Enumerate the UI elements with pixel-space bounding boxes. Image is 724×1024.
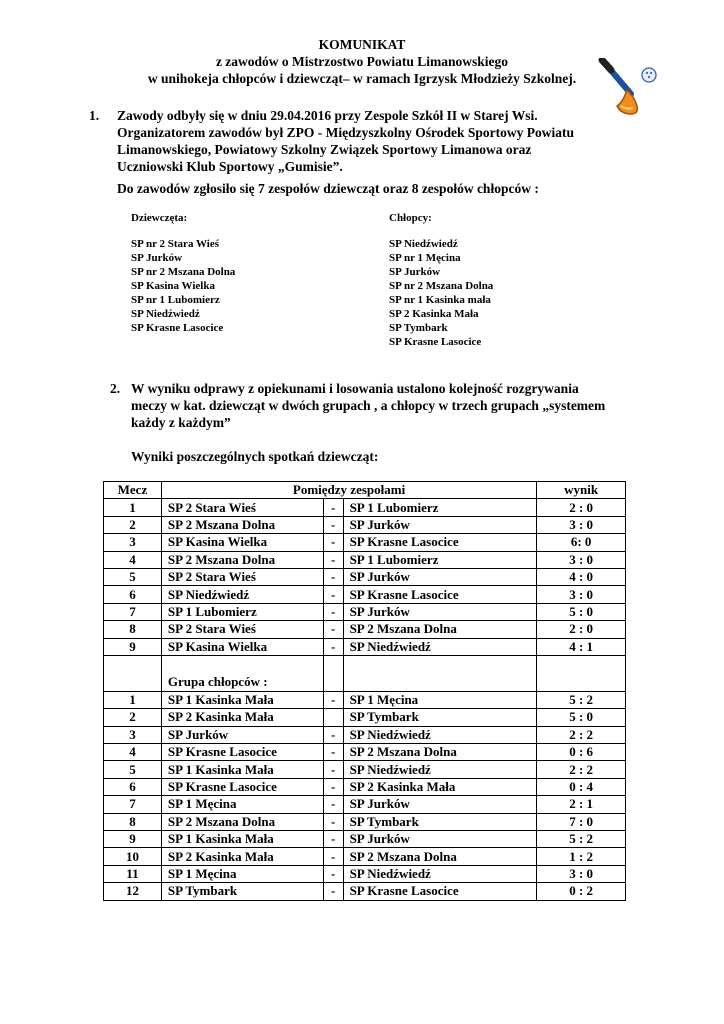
table-cell: SP Niedźwiedź	[161, 586, 323, 603]
table-cell: 3	[104, 534, 162, 551]
table-cell: -	[323, 778, 343, 795]
table-cell: 7	[104, 603, 162, 620]
table-cell: 8	[104, 813, 162, 830]
table-row	[104, 813, 626, 830]
table-cell: -	[323, 551, 343, 568]
table-cell: 8	[104, 621, 162, 638]
table-cell: 1	[104, 499, 162, 516]
table-cell: SP 2 Stara Wieś	[161, 568, 323, 585]
table-row	[104, 796, 626, 813]
table-cell	[104, 655, 162, 691]
table-header-row	[104, 482, 626, 499]
table-cell: SP 1 Męcina	[161, 796, 323, 813]
table-cell: SP Niedźwiedź	[343, 726, 537, 743]
table-cell: -	[323, 499, 343, 516]
column-header-match: Mecz	[104, 482, 162, 499]
paragraph-line: Zawody odbyły się w dniu 29.04.2016 przy Zespole Szkół II w Starej Wsi.	[117, 108, 538, 123]
table-cell: -	[323, 796, 343, 813]
table-cell: SP Niedźwiedź	[343, 865, 537, 882]
table-cell: -	[323, 691, 343, 708]
table-row	[104, 744, 626, 761]
section1-paragraph	[117, 107, 574, 175]
table-cell: -	[323, 831, 343, 848]
list-item: SP Niedźwiedź	[131, 308, 200, 320]
table-cell: 4 : 1	[537, 638, 626, 655]
girls-team-list	[131, 237, 235, 335]
table-cell: 3 : 0	[537, 586, 626, 603]
table-row	[104, 551, 626, 568]
list-item: SP 2 Kasinka Mała	[389, 308, 479, 320]
table-cell: -	[323, 621, 343, 638]
table-cell: SP 2 Stara Wieś	[161, 499, 323, 516]
table-cell: SP Krasne Lasocice	[161, 744, 323, 761]
table-cell: SP 1 Kasinka Mała	[161, 691, 323, 708]
list-item: SP nr 2 Mszana Dolna	[389, 280, 494, 292]
list-item: SP Jurków	[131, 252, 183, 264]
table-cell: 1 : 2	[537, 848, 626, 865]
section1-number: 1.	[89, 108, 100, 123]
table-cell: SP 1 Lubomierz	[343, 551, 537, 568]
section2-number: 2.	[110, 381, 121, 396]
table-cell: SP Kasina Wielka	[161, 638, 323, 655]
table-cell: 4	[104, 744, 162, 761]
table-cell: Grupa chłopców :	[161, 655, 323, 691]
table-cell: SP 1 Lubomierz	[343, 499, 537, 516]
table-cell: 4	[104, 551, 162, 568]
table-cell: 3 : 0	[537, 551, 626, 568]
table-cell: SP Jurków	[161, 726, 323, 743]
table-cell: 2	[104, 516, 162, 533]
table-cell: SP 2 Kasinka Mała	[161, 848, 323, 865]
table-cell: -	[323, 586, 343, 603]
table-row	[104, 586, 626, 603]
table-cell: -	[323, 568, 343, 585]
table-cell: SP 1 Kasinka Mała	[161, 761, 323, 778]
table-row	[104, 534, 626, 551]
table-row	[104, 603, 626, 620]
table-cell: -	[323, 534, 343, 551]
table-cell: 5 : 0	[537, 709, 626, 726]
paragraph-line: każdy z każdym”	[131, 415, 231, 430]
table-cell: SP 2 Mszana Dolna	[161, 551, 323, 568]
table-cell: 5 : 2	[537, 831, 626, 848]
table-cell: 5 : 2	[537, 691, 626, 708]
table-cell: -	[323, 726, 343, 743]
results-heading: Wyniki poszczególnych spotkań dziewcząt:	[131, 449, 379, 464]
table-cell: SP Jurków	[343, 568, 537, 585]
table-cell: 12	[104, 883, 162, 900]
table-cell: SP 2 Kasinka Mała	[161, 709, 323, 726]
list-item: SP nr 1 Kasinka mała	[389, 294, 491, 306]
floorball-stick-icon	[597, 58, 665, 120]
table-cell: 5 : 0	[537, 603, 626, 620]
table-cell: SP 2 Stara Wieś	[161, 621, 323, 638]
table-cell: 9	[104, 831, 162, 848]
column-header-teams: Pomiędzy zespołami	[161, 482, 536, 499]
table-cell: -	[323, 848, 343, 865]
section2-paragraph	[131, 380, 605, 431]
table-cell: SP 2 Mszana Dolna	[161, 813, 323, 830]
paragraph-line: Organizatorem zawodów był ZPO - Międzyszkolny Ośrodek Sportowy Powiatu	[117, 125, 574, 140]
table-cell: 1	[104, 691, 162, 708]
table-cell: SP Jurków	[343, 796, 537, 813]
table-cell: 2	[104, 709, 162, 726]
table-cell: -	[323, 813, 343, 830]
boys-label: Chłopcy:	[389, 212, 432, 224]
table-cell: SP 1 Kasinka Mała	[161, 831, 323, 848]
table-cell	[537, 655, 626, 691]
list-item: SP nr 2 Mszana Dolna	[131, 266, 236, 278]
table-cell: -	[323, 638, 343, 655]
table-row	[104, 516, 626, 533]
paragraph-line: Uczniowski Klub Sportowy „Gumisie”.	[117, 159, 343, 174]
table-cell: SP Jurków	[343, 516, 537, 533]
table-cell: 11	[104, 865, 162, 882]
table-cell: SP Jurków	[343, 603, 537, 620]
table-cell: 6	[104, 586, 162, 603]
table-cell: SP Krasne Lasocice	[343, 534, 537, 551]
boys-group-row	[104, 655, 626, 691]
paragraph-line: Limanowskiego, Powiatowy Szkolny Związek Sportowy Limanowa oraz	[117, 142, 532, 157]
paragraph-line: meczy w kat. dziewcząt w dwóch grupach , a chłopcy w trzech grupach „systemem	[131, 398, 606, 413]
boys-team-list	[389, 237, 493, 349]
list-item: SP Krasne Lasocice	[131, 322, 224, 334]
table-cell: SP Tymbark	[161, 883, 323, 900]
table-row	[104, 691, 626, 708]
table-cell: 2 : 2	[537, 726, 626, 743]
list-item: SP nr 2 Stara Wieś	[131, 238, 220, 250]
list-item: SP Kasina Wielka	[131, 280, 215, 292]
table-cell	[323, 655, 343, 691]
table-row	[104, 778, 626, 795]
table-cell: -	[323, 883, 343, 900]
table-cell: 0 : 6	[537, 744, 626, 761]
table-cell: SP Niedźwiedź	[343, 638, 537, 655]
table-cell	[343, 655, 537, 691]
table-cell: SP Niedźwiedź	[343, 761, 537, 778]
table-cell: SP Tymbark	[343, 709, 537, 726]
girls-label: Dziewczęta:	[131, 212, 188, 224]
table-cell: 2 : 2	[537, 761, 626, 778]
table-cell: 7	[104, 796, 162, 813]
table-cell: SP 1 Męcina	[343, 691, 537, 708]
list-item: SP Krasne Lasocice	[389, 336, 482, 348]
table-cell: -	[323, 744, 343, 761]
table-cell: 5	[104, 761, 162, 778]
table-cell: 0 : 4	[537, 778, 626, 795]
table-cell: -	[323, 516, 343, 533]
table-row	[104, 638, 626, 655]
list-item: SP Tymbark	[389, 322, 448, 334]
table-cell: 3	[104, 726, 162, 743]
table-row	[104, 568, 626, 585]
table-cell: SP Kasina Wielka	[161, 534, 323, 551]
table-cell: 2 : 1	[537, 796, 626, 813]
document-title: KOMUNIKAT	[318, 37, 406, 52]
table-cell: SP Jurków	[343, 831, 537, 848]
table-row	[104, 621, 626, 638]
table-row	[104, 499, 626, 516]
table-cell: 5	[104, 568, 162, 585]
table-cell: SP Krasne Lasocice	[343, 586, 537, 603]
table-cell: SP 1 Męcina	[161, 865, 323, 882]
table-cell: SP Krasne Lasocice	[161, 778, 323, 795]
table-cell: 10	[104, 848, 162, 865]
table-cell: SP Krasne Lasocice	[343, 883, 537, 900]
table-row	[104, 831, 626, 848]
list-item: SP nr 1 Męcina	[389, 252, 461, 264]
table-cell: SP 2 Mszana Dolna	[343, 848, 537, 865]
table-cell: 0 : 2	[537, 883, 626, 900]
table-cell: 2 : 0	[537, 499, 626, 516]
table-row	[104, 761, 626, 778]
table-cell: SP 2 Mszana Dolna	[343, 744, 537, 761]
table-cell: SP 2 Kasinka Mała	[343, 778, 537, 795]
table-row	[104, 883, 626, 900]
table-cell: 6	[104, 778, 162, 795]
table-cell: SP Tymbark	[343, 813, 537, 830]
table-cell: -	[323, 603, 343, 620]
table-cell: -	[323, 865, 343, 882]
table-row	[104, 709, 626, 726]
table-cell: 7 : 0	[537, 813, 626, 830]
table-row	[104, 726, 626, 743]
table-row	[104, 865, 626, 882]
column-header-result: wynik	[537, 482, 626, 499]
list-item: SP Niedźwiedź	[389, 238, 458, 250]
list-item: SP Jurków	[389, 266, 441, 278]
registration-line: Do zawodów zgłosiło się 7 zespołów dziewcząt oraz 8 zespołów chłopców :	[117, 181, 539, 196]
table-cell: SP 1 Lubomierz	[161, 603, 323, 620]
results-table	[103, 481, 626, 901]
table-cell: 2 : 0	[537, 621, 626, 638]
table-row	[104, 848, 626, 865]
table-cell: 3 : 0	[537, 516, 626, 533]
table-cell: 6: 0	[537, 534, 626, 551]
table-cell: 4 : 0	[537, 568, 626, 585]
table-cell: -	[323, 761, 343, 778]
header-subtitle: z zawodów o Mistrzostwo Powiatu Limanowskiego	[215, 54, 509, 69]
table-cell: 3 : 0	[537, 865, 626, 882]
header-subtitle-2: w unihokeja chłopców i dziewcząt– w ramach Igrzysk Młodzieży Szkolnej.	[147, 71, 577, 86]
table-cell: SP 2 Mszana Dolna	[343, 621, 537, 638]
paragraph-line: W wyniku odprawy z opiekunami i losowania ustalono kolejność rozgrywania	[131, 381, 579, 396]
table-cell	[323, 709, 343, 726]
table-cell: 9	[104, 638, 162, 655]
table-cell: SP 2 Mszana Dolna	[161, 516, 323, 533]
list-item: SP nr 1 Lubomierz	[131, 294, 220, 306]
